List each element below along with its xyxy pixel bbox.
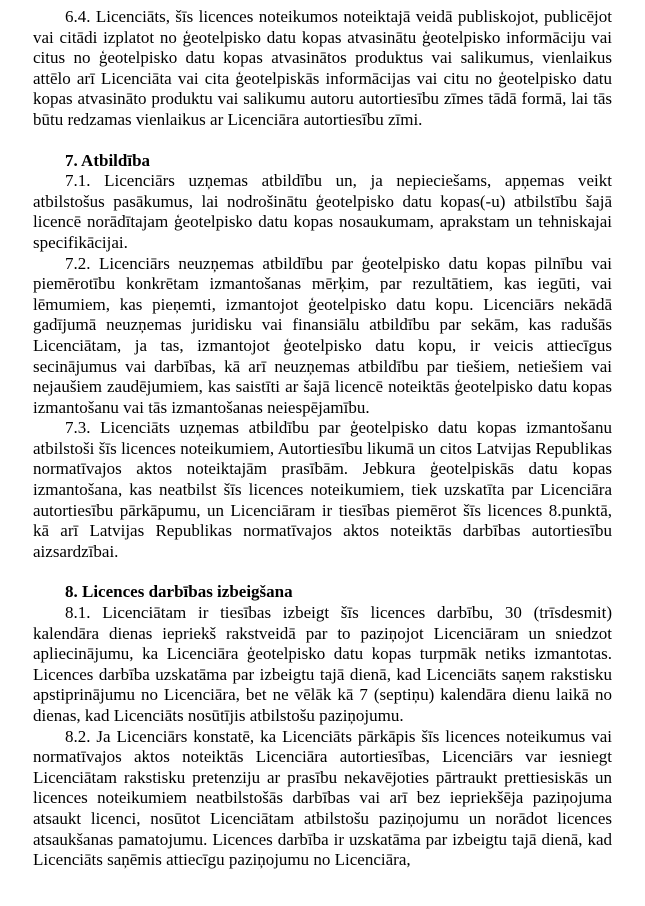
paragraph-7-2: 7.2. Licenciārs neuzņemas atbildību par ģeotelpisko datu kopas pilnību vai piemērotību konkrētam izmantošanas mērķim, par rezultātiem, kas iegūti, vai lēmumiem, kas pieņemti, izmantojot ģeotelpisko datu kopu. Licenciārs nekādā gadījumā neuzņemas juridisku vai finansiālu atbildību par sekām, kas radušās Licenciātam, ja tas, izmantojot ģeotelpisko datu kopu, ir veicis attiecīgus secinājumus vai darbības, kā arī neuzņemas atbildību par tiešiem, netiešiem vai nejaušiem zaudējumiem, kas saistīti ar šajā licencē noteiktās ģeotelpisko datu kopas izmantošanu vai tās izmantošanas neiespējamību. — [33, 253, 612, 417]
paragraph-7-1: 7.1. Licenciārs uzņemas atbildību un, ja nepieciešams, apņemas veikt atbilstošus pasākumus, lai nodrošinātu ģeotelpisko datu kopas(-u) atbilstību šajā licencē norādītajam ģeotelpisko datu kopas nosaukumam, aprakstam un tehniskajai specifikācijai. — [33, 171, 612, 252]
section-heading-8-licences-darbibas-izbeigsana: 8. Licences darbības izbeigšana — [65, 582, 293, 602]
paragraph-7-3: 7.3. Licenciāts uzņemas atbildību par ģeotelpisko datu kopas izmantošanu atbilstoši šīs licences noteikumiem, Autortiesību likumā un citos Latvijas Republikas normatīvajos aktos noteiktajām prasībām. Jebkura ģeotelpiskās datu kopas izmantošana, kas neatbilst šīs licences noteikumiem, tiek uzskatīta par Licenciāra autortiesību pārkāpumu, un Licenciāram ir tiesības piemērot šīs licences 8.punktā, kā arī Latvijas Republikas normatīvajos aktos noteiktās darbības autortiesību aizsardzībai. — [33, 418, 612, 561]
section-heading-7-atbildiba: 7. Atbildība — [65, 150, 151, 170]
paragraph-6-4: 6.4. Licenciāts, šīs licences noteikumos noteiktajā veidā publiskojot, publicējot vai citādi izplatot no ģeotelpisko datu kopas atvasinātu ģeotelpisko informāciju vai citus no ģeotelpisko datu kopas atvasinātos produktus vai salikumus, vienlaikus attēlo arī Licenciāta vai cita ģeotelpiskās informācijas vai citu no ģeotelpisko datu kopas atvasināto produktu vai salikumu autoru autortiesību zīmes tādā formā, lai tās būtu redzamas vienlaikus ar Licenciāra autortiesību zīmi. — [33, 7, 612, 129]
paragraph-8-1: 8.1. Licenciātam ir tiesības izbeigt šīs licences darbību, 30 (trīsdesmit) kalendāra dienas iepriekš rakstveidā par to paziņojot Licenciāram un sniedzot apliecinājumu, ka Licenciāra ģeotelpisko datu kopas turpmāk netiks izmantotas. Licences darbība uzskatāma par izbeigtu tajā dienā, kad Licenciāts saņem rakstisku apstiprinājumu no Licenciāra, bet ne vēlāk kā 7 (septiņu) kalendāra dienu laikā no dienas, kad Licenciāts nosūtījis atbilstošu paziņojumu. — [33, 603, 612, 725]
paragraph-8-2: 8.2. Ja Licenciārs konstatē, ka Licenciāts pārkāpis šīs licences noteikumus vai normatīvajos aktos noteiktās Licenciāra autortiesības, Licenciārs var iesniegt Licenciātam rakstisku pretenziju ar prasību nekavējoties pārtraukt prettiesiskās un licences noteikumiem neatbilstošās darbības vai arī bez iepriekšēja paziņojuma atsaukt licenci, nosūtot Licenciātam atbilstošu paziņojumu un norādot licences atsaukšanas pamatojumu. Licences darbība ir uzskatāma par izbeigtu tajā dienā, kad Licenciāts saņēmis attiecīgu paziņojumu no Licenciāra, — [33, 726, 612, 870]
